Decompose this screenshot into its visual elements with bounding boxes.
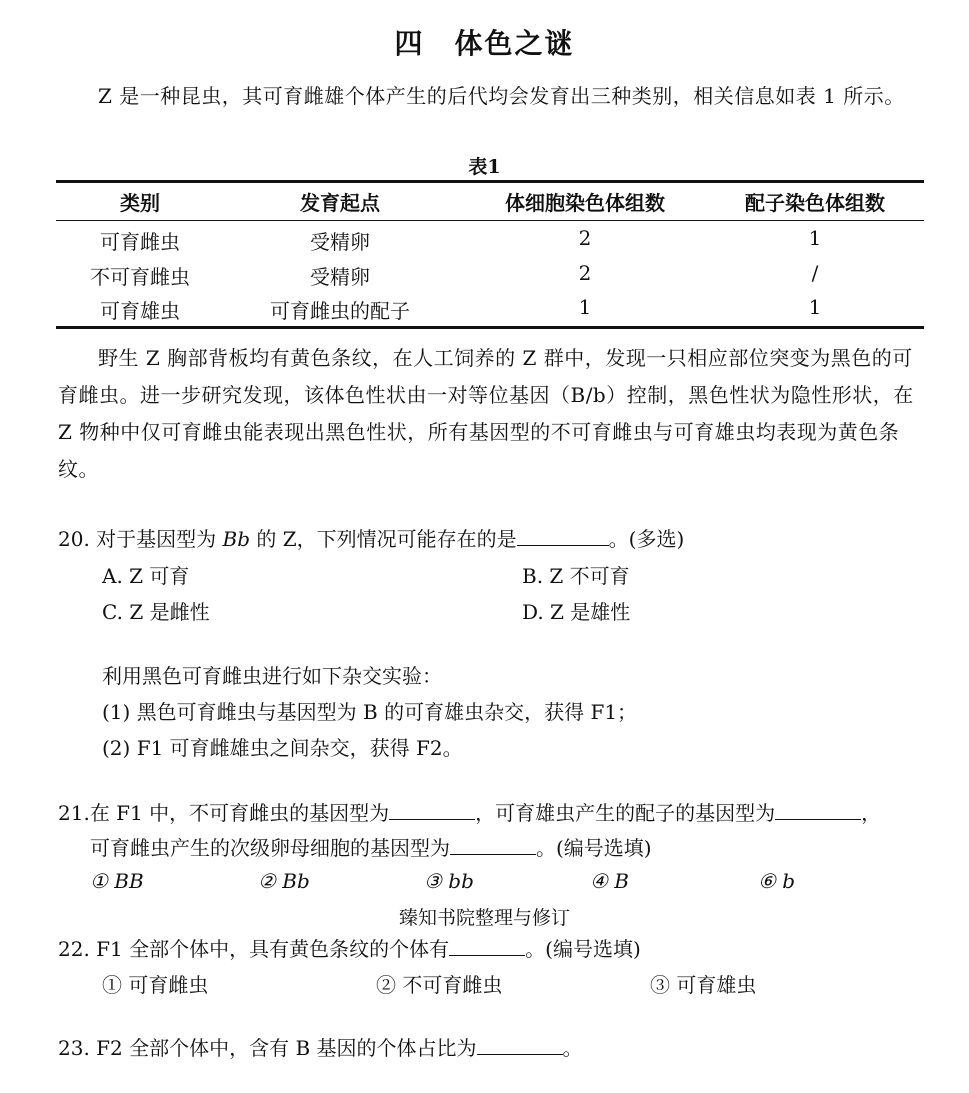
answer-blank[interactable] (449, 937, 525, 956)
question-text: 。(编号选填) (536, 836, 652, 860)
question-23 (58, 1032, 583, 1061)
table-header-gamete: 配子染色体组数 (745, 191, 885, 215)
option-text: Z 可育 (129, 564, 190, 588)
table-cell: 1 (578, 295, 592, 319)
question-number: 20. (58, 527, 90, 551)
question-22 (58, 933, 641, 962)
question-number: 23. (58, 1036, 90, 1060)
option-a[interactable] (102, 560, 189, 589)
q22-option-3[interactable]: ③ 可育雄虫 (650, 973, 757, 997)
table-cell: 可育雌虫的配子 (270, 299, 410, 323)
table-cell: 可育雌虫 (100, 230, 180, 254)
table-cell: 2 (578, 261, 592, 285)
question-text: 。 (562, 1036, 583, 1060)
question-text: ，可育雄虫产生的配子的基因型为 (475, 801, 776, 825)
question-21 (58, 797, 881, 826)
question-text: 可育雌虫产生的次级卵母细胞的基因型为 (90, 836, 450, 860)
q22-option-2[interactable]: ② 不可育雌虫 (376, 973, 503, 997)
experiment-intro: 利用黑色可育雌虫进行如下杂交实验： (102, 664, 442, 688)
question-text: 的 Z，下列情况可能存在的是 (250, 527, 517, 551)
table-cell: 2 (578, 226, 592, 250)
answer-blank[interactable] (389, 801, 475, 820)
table-cell: 1 (808, 226, 822, 250)
table-cell: / (811, 261, 819, 285)
intro-paragraph: Z 是一种昆虫，其可育雌雄个体产生的后代均会发育出三种类别，相关信息如表 1 所示。 (98, 84, 905, 108)
option-letter: B. (522, 564, 544, 588)
q22-option-1[interactable]: ① 可育雌虫 (102, 973, 209, 997)
answer-blank[interactable] (517, 527, 609, 546)
q21-option-2[interactable]: ② Bb (258, 869, 310, 893)
table-cell: 不可育雌虫 (90, 265, 190, 289)
experiment-step-2: (2) F1 可育雌雄虫之间杂交，获得 F2。 (102, 736, 463, 760)
option-letter: C. (102, 600, 123, 624)
answer-blank[interactable] (775, 801, 861, 820)
table-header-origin: 发育起点 (300, 191, 380, 215)
q21-option-4[interactable]: ④ B (590, 869, 629, 893)
question-20 (58, 523, 684, 552)
question-text: F1 全部个体中，具有黄色条纹的个体有 (96, 937, 450, 961)
table-header-somatic: 体细胞染色体组数 (505, 191, 665, 215)
section-title: 四 体色之谜 (394, 27, 575, 60)
option-c[interactable] (102, 596, 210, 625)
question-text: 。(多选) (608, 527, 685, 551)
table-header-category: 类别 (120, 191, 160, 215)
question-21-line2 (90, 832, 652, 861)
option-letter: A. (102, 564, 123, 588)
watermark-text: 臻知书院整理与修订 (398, 907, 570, 929)
background-paragraph: 野生 Z 胸部背板均有黄色条纹，在人工饲养的 Z 群中，发现一只相应部位突变为黑色的可育雌虫。进一步研究发现，该体色性状由一对等位基因（B/b）控制，黑色性状为隐性形状，在 Z 物种中仅可育雌虫能表现出黑色性状，所有基因型的不可育雌虫与可育雄虫均表现为黄色条纹。 (58, 346, 914, 481)
question-text: 。(编号选填) (525, 937, 641, 961)
question-number: 21. (58, 801, 90, 825)
option-b[interactable] (522, 560, 630, 589)
table-caption: 表1 (468, 156, 501, 178)
question-text: F2 全部个体中，含有 B 基因的个体占比为 (96, 1036, 477, 1060)
option-d[interactable] (522, 596, 630, 625)
q21-option-6[interactable]: ⑥ b (758, 869, 796, 893)
table-bottom-rule (56, 326, 924, 329)
table-cell: 可育雄虫 (100, 299, 180, 323)
experiment-step-1: (1) 黑色可育雌虫与基因型为 B 的可育雄虫杂交，获得 F1； (102, 700, 638, 724)
genotype-text: Bb (222, 527, 251, 551)
q21-option-3[interactable]: ③ bb (424, 869, 474, 893)
option-text: Z 不可育 (549, 564, 630, 588)
question-text: 对于基因型为 (96, 527, 223, 551)
option-text: Z 是雌性 (129, 600, 210, 624)
answer-blank[interactable] (450, 836, 536, 855)
table-top-rule (56, 180, 924, 183)
q21-option-1[interactable]: ① BB (90, 869, 144, 893)
question-text: ， (861, 801, 882, 825)
table-cell: 1 (808, 295, 822, 319)
table-cell: 受精卵 (310, 230, 370, 254)
option-letter: D. (522, 600, 544, 624)
question-text: 在 F1 中，不可育雌虫的基因型为 (89, 801, 390, 825)
option-text: Z 是雄性 (550, 600, 631, 624)
question-number: 22. (58, 937, 90, 961)
table-cell: 受精卵 (310, 265, 370, 289)
answer-blank[interactable] (477, 1036, 563, 1055)
table-header-rule (56, 220, 924, 221)
